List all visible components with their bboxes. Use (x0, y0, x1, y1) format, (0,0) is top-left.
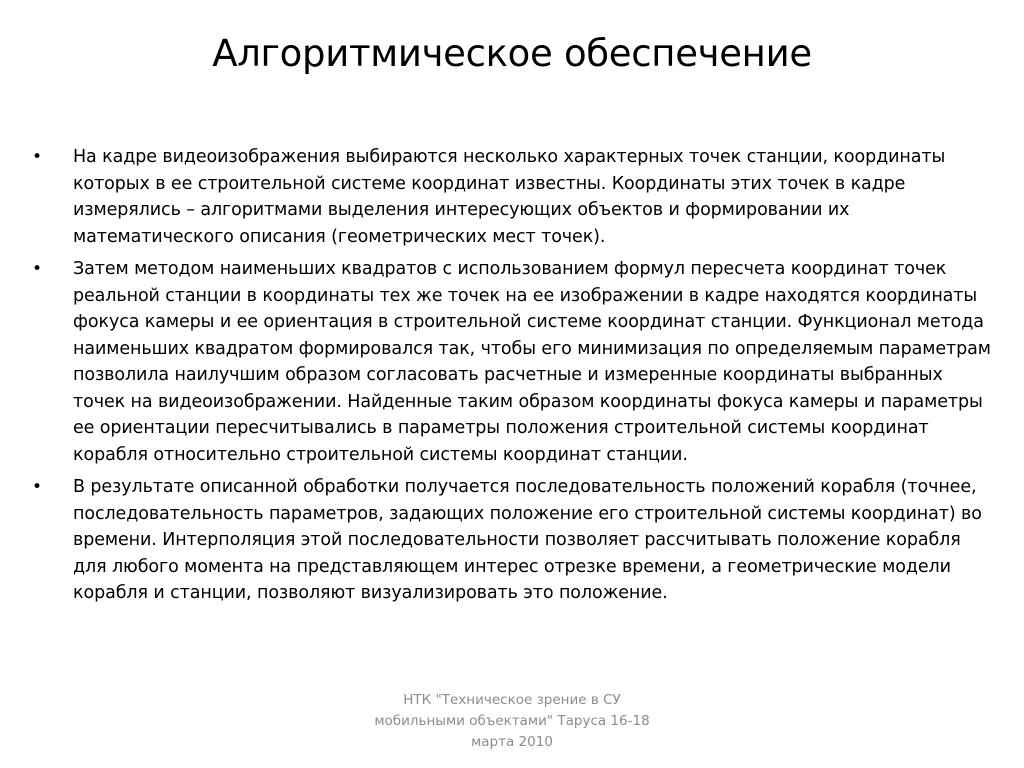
bullet-text: В результате описанной обработки получается последовательность положений корабля (точнее, последовательность параметров, задающих положение его строительной системы координат) во времени. Интерполяция этой последовательности позволяет рассчитывать положение корабля для любого момента на представляющем интерес отрезке времени, а геометрические модели корабля и станции, позволяют визуализировать это положение. (73, 477, 982, 603)
footer-line: НТК "Техническое зрение в СУ (403, 692, 621, 708)
bullet-item (30, 256, 994, 468)
footer-line: марта 2010 (471, 734, 553, 750)
bullet-icon: • (32, 477, 42, 497)
slide-footer (352, 690, 672, 753)
bullet-icon: • (32, 259, 42, 279)
bullet-item (30, 474, 994, 607)
slide-title: Алгоритмическое обеспечение (212, 32, 812, 75)
bullet-text: Затем методом наименьших квадратов с использованием формул пересчета координат точек реальной станции в координаты тех же точек на ее изображении в кадре находятся координаты фокуса камеры и ее ориентация в строительной системе координат станции. Функционал метода наименьших квадратом формировался так, чтобы его минимизация по определяемым параметрам позволила наилучшим образом согласовать расчетные и измеренные координаты выбранных точек на видеоизображении. Найденные таким образом координаты фокуса камеры и параметры ее ориентации пересчитывались в параметры положения строительной системы координат корабля относительно строительной системы координат станции. (73, 259, 991, 465)
bullet-text: На кадре видеоизображения выбираются несколько характерных точек станции, координаты которых в ее строительной системе координат известны. Координаты этих точек в кадре измерялись – алгоритмами выделения интересующих объектов и формировании их математического описания (геометрических мест точек). (73, 147, 946, 247)
bullet-icon: • (32, 147, 42, 167)
footer-line: мобильными объектами" Таруса 16-18 (374, 713, 650, 729)
bullet-item (30, 144, 994, 250)
bullet-list (30, 144, 994, 613)
